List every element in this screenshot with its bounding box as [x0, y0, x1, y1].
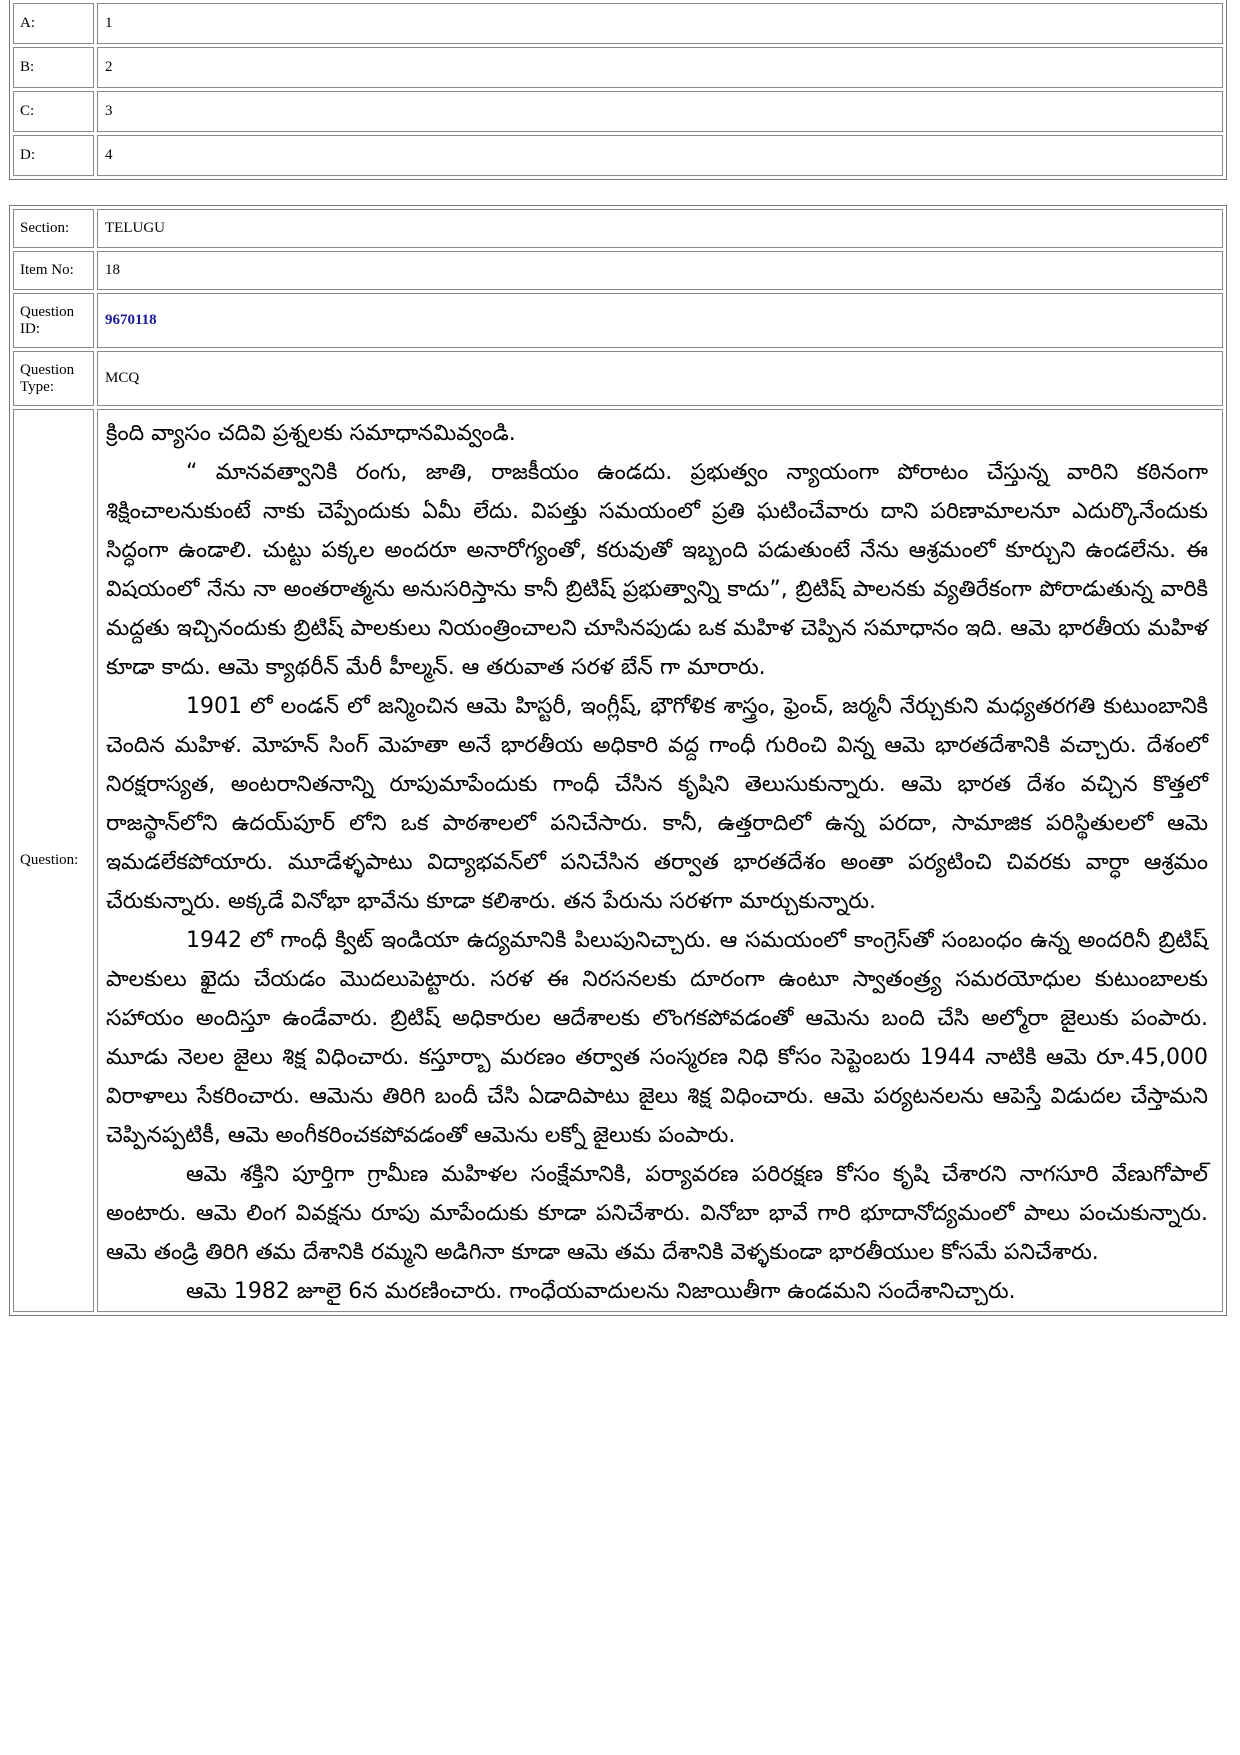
option-label: A: — [13, 3, 94, 44]
option-value: 1 — [97, 3, 1223, 44]
option-value: 4 — [97, 135, 1223, 176]
question-id-value: 9670118 — [105, 312, 157, 328]
section-value: TELUGU — [97, 209, 1223, 248]
question-label: Question: — [13, 409, 94, 1312]
passage-paragraph: 1942 లో గాంధీ క్విట్ ఇండియా ఉద్యమానికి పిలుపునిచ్చారు. ఆ సమయంలో కాంగ్రెస్‌తో సంబంధం ఉన్న అందరినీ బ్రిటిష్ పాలకులు ఖైదు చేయడం మొదలుపెట్టారు. సరళ ఈ నిరసనలకు దూరంగా ఉంటూ స్వాతంత్ర్య సమరయోధుల కుటుంబాలకు సహాయం అందిస్తూ ఉండేవారు. బ్రిటిష్ అధికారుల ఆదేశాలకు లొంగకపోవడంతో ఆమెను బంది చేసి అల్మోరా జైలుకు పంపారు. మూడు నెలల జైలు శిక్ష విధించారు. కస్తూర్బా మరణం తర్వాత సంస్మరణ నిధి కోసం సెప్టెంబరు 1944 నాటికి ఆమె రూ.45,000 విరాళాలు సేకరించారు. ఆమెను తిరిగి బందీ చేసి ఏడాదిపాటు జైలు శిక్ష విధించారు. ఆమె పర్యటనలను ఆపెస్తే విడుదల చేస్తామని చెప్పినప్పటికీ, ఆమె అంగీకరించకపోవడంతో ఆమెను లక్నో జైలుకు పంపారు. — [106, 928, 1208, 1148]
question-type-value: MCQ — [97, 351, 1223, 406]
question-instruction: క్రింది వ్యాసం చదివి ప్రశ్నలకు సమాధానమివ్వండి. — [106, 421, 516, 446]
passage-paragraph: ఆమె 1982 జూలై 6న మరణించారు. గాంధేయవాదులను నిజాయితీగా ఉండమని సందేశానిచ్చారు. — [186, 1279, 1016, 1304]
option-row — [13, 3, 1223, 44]
question-table — [9, 205, 1227, 1316]
option-value: 3 — [97, 91, 1223, 132]
options-table — [9, 0, 1227, 180]
section-label: Section: — [13, 209, 94, 248]
question-type-row — [13, 351, 1223, 406]
option-value: 2 — [97, 47, 1223, 88]
question-body — [97, 409, 1223, 1312]
question-id-row — [13, 293, 1223, 348]
option-row — [13, 91, 1223, 132]
item-value: 18 — [97, 251, 1223, 290]
section-row — [13, 209, 1223, 248]
item-label: Item No: — [13, 251, 94, 290]
question-type-label: Question Type: — [13, 351, 94, 406]
passage-paragraph: 1901 లో లండన్ లో జన్మించిన ఆమె హిస్టరీ, ఇంగ్లీష్, భౌగోళిక శాస్త్రం, ఫ్రెంచ్, జర్మనీ నేర్చుకుని మధ్యతరగతి కుటుంబానికి చెందిన మహిళ. మోహన్ సింగ్ మెహతా అనే భారతీయ అధికారి వద్ద గాంధీ గురించి విన్న ఆమె భారతదేశానికి వచ్చారు. దేశంలో నిరక్షరాస్యత, అంటరానితనాన్ని రూపుమాపేందుకు గాంధీ చేసిన కృషిని తెలుసుకున్నారు. ఆమె భారత దేశం వచ్చిన కొత్తలో రాజస్థాన్‌లోని ఉదయ్‌పూర్ లోని ఒక పాఠశాలలో పనిచేసారు. కానీ, ఉత్తరాదిలో ఉన్న పరదా, సామాజిక పరిస్థితులలో ఆమె ఇమడలేకపోయారు. మూడేళ్ళపాటు విద్యాభవన్‌లో పనిచేసిన తర్వాత భారతదేశం అంతా పర్యటించి చివరకు వార్ధా ఆశ్రమం చేరుకున్నారు. అక్కడే వినోభా భావేను కూడా కలిశారు. తన పేరును సరళగా మార్చుకున్నారు. — [106, 694, 1208, 914]
option-row — [13, 47, 1223, 88]
question-row — [13, 409, 1223, 1312]
item-row — [13, 251, 1223, 290]
question-text — [106, 414, 1208, 1311]
passage-paragraph: “ మానవత్వానికి రంగు, జాతి, రాజకీయం ఉండదు. ప్రభుత్వం న్యాయంగా పోరాటం చేస్తున్న వారిని కఠినంగా శిక్షించాలనుకుంటే నాకు చెప్పేందుకు ఏమీ లేదు. విపత్తు సమయంలో ప్రతి ఘటించేవారు దాని పరిణామాలనూ ఎదుర్కొనేందుకు సిద్ధంగా ఉండాలి. చుట్టు పక్కల అందరూ అనారోగ్యంతో, కరువుతో ఇబ్బంది పడుతుంటే నేను ఆశ్రమంలో కూర్చుని ఉండలేను. ఈ విషయంలో నేను నా అంతరాత్మను అనుసరిస్తాను కానీ బ్రిటిష్ ప్రభుత్వాన్ని కాదు”, బ్రిటిష్ పాలనకు వ్యతిరేకంగా పోరాడుతున్న వారికి మద్దతు ఇచ్చినందుకు బ్రిటిష్ పాలకులు నియంత్రించాలని చూసినపుడు ఒక మహిళ చెప్పిన సమాధానం ఇది. ఆమె భారతీయ మహిళ కూడా కాదు. ఆమె క్యాథరీన్ మేరీ హీల్మన్. ఆ తరువాత సరళ బేన్ గా మారారు. — [106, 460, 1208, 680]
option-label: B: — [13, 47, 94, 88]
option-row — [13, 135, 1223, 176]
question-id-value-cell — [97, 293, 1223, 348]
passage-paragraph: ఆమె శక్తిని పూర్తిగా గ్రామీణ మహిళల సంక్షేమానికి, పర్యావరణ పరిరక్షణ కోసం కృషి చేశారని నాగసూరి వేణుగోపాల్ అంటారు. ఆమె లింగ వివక్షను రూపు మాపేందుకు కూడా పనిచేశారు. వినోబా భావే గారి భూదానోద్యమంలో పాలు పంచుకున్నారు. ఆమె తండ్రి తిరిగి తమ దేశానికి రమ్మని అడిగినా కూడా ఆమె తమ దేశానికి వెళ్ళకుండా భారతీయుల కోసమే పనిచేశారు. — [106, 1162, 1208, 1265]
option-label: C: — [13, 91, 94, 132]
option-label: D: — [13, 135, 94, 176]
question-id-label: Question ID: — [13, 293, 94, 348]
